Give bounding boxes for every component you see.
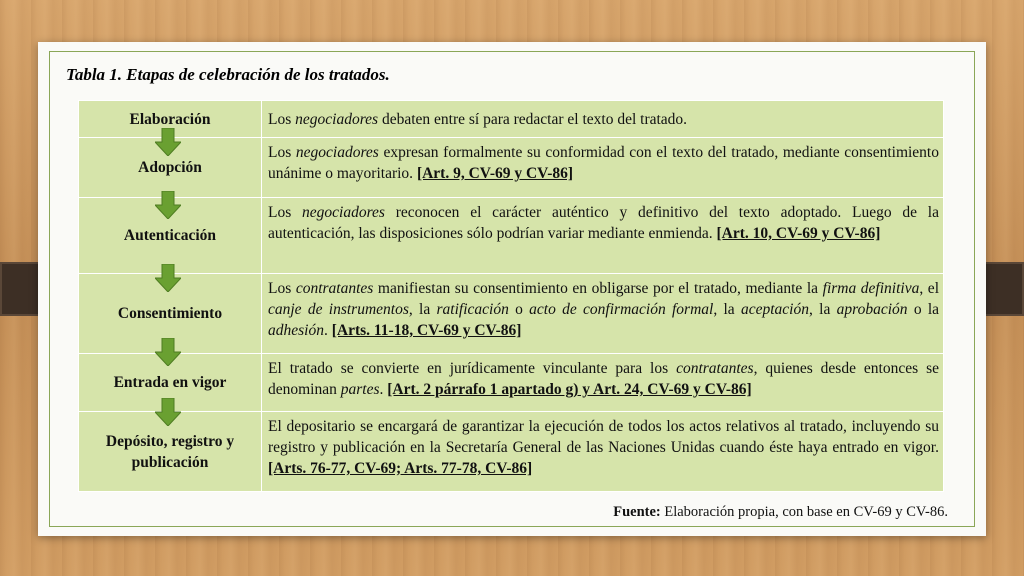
slide-card [38, 42, 986, 536]
desc-elaboracion: Los negociadores debaten entre sí para redactar el texto del tratado. [262, 101, 944, 138]
table-row [79, 138, 944, 198]
stage-autenticacion: Autenticación [79, 198, 262, 274]
down-arrow-icon [155, 191, 181, 219]
table-row [79, 198, 944, 274]
desc-consentimiento: Los contratantes manifiestan su consentimiento en obligarse por el tratado, mediante la firma definitiva, el canje de instrumentos, la ratificación o acto de confirmación formal, la aceptación, la aprobación o la adhesión. [Arts. 11-18, CV-69 y CV-86] [262, 274, 944, 354]
down-arrow-icon [155, 264, 181, 292]
reference-link: [Art. 2 párrafo 1 apartado g) y Art. 24, CV-69 y CV-86] [387, 381, 752, 398]
reference-link: [Arts. 11-18, CV-69 y CV-86] [331, 322, 522, 339]
desc-entrada-en-vigor: El tratado se convierte en jurídicamente vinculante para los contratantes, quienes desde entonces se denominan partes. [Art. 2 párrafo 1 apartado g) y Art. 24, CV-69 y CV-86] [262, 354, 944, 412]
stages-table [78, 100, 944, 492]
table-title: Tabla 1. Etapas de celebración de los tratados. [66, 65, 390, 84]
stage-deposito: Depósito, registro y publicación [79, 412, 262, 492]
reference-link: [Art. 9, CV-69 y CV-86] [416, 165, 574, 182]
desc-adopcion: Los negociadores expresan formalmente su conformidad con el texto del tratado, mediante consentimiento unánime o mayoritario. [Art. 9, CV-69 y CV-86] [262, 138, 944, 198]
table-row [79, 101, 944, 138]
reference-link: [Art. 10, CV-69 y CV-86] [716, 225, 881, 242]
desc-autenticacion: Los negociadores reconocen el carácter auténtico y definitivo del texto adoptado. Luego de la autenticación, las disposiciones sólo podrían variar mediante enmienda. [Art. 10, CV-69 y CV-86] [262, 198, 944, 274]
stage-consentimiento: Consentimiento [79, 274, 262, 354]
table-row [79, 412, 944, 492]
stage-adopcion: Adopción [79, 138, 262, 198]
stage-entrada-en-vigor: Entrada en vigor [79, 354, 262, 412]
down-arrow-icon [155, 128, 181, 156]
reference-link: [Arts. 76-77, CV-69; Arts. 77-78, CV-86] [268, 460, 533, 477]
down-arrow-icon [155, 338, 181, 366]
down-arrow-icon [155, 398, 181, 426]
source-note: Fuente: Elaboración propia, con base en CV-69 y CV-86. [613, 504, 948, 520]
table-row [79, 274, 944, 354]
stage-elaboracion: Elaboración [79, 101, 262, 138]
desc-deposito: El depositario se encargará de garantizar la ejecución de todos los actos relativos al tratado, incluyendo su registro y publicación en la Secretaría General de las Naciones Unidas cuando éste haya entrado en vigor. [Arts. 76-77, CV-69; Arts. 77-78, CV-86] [262, 412, 944, 492]
table-row [79, 354, 944, 412]
